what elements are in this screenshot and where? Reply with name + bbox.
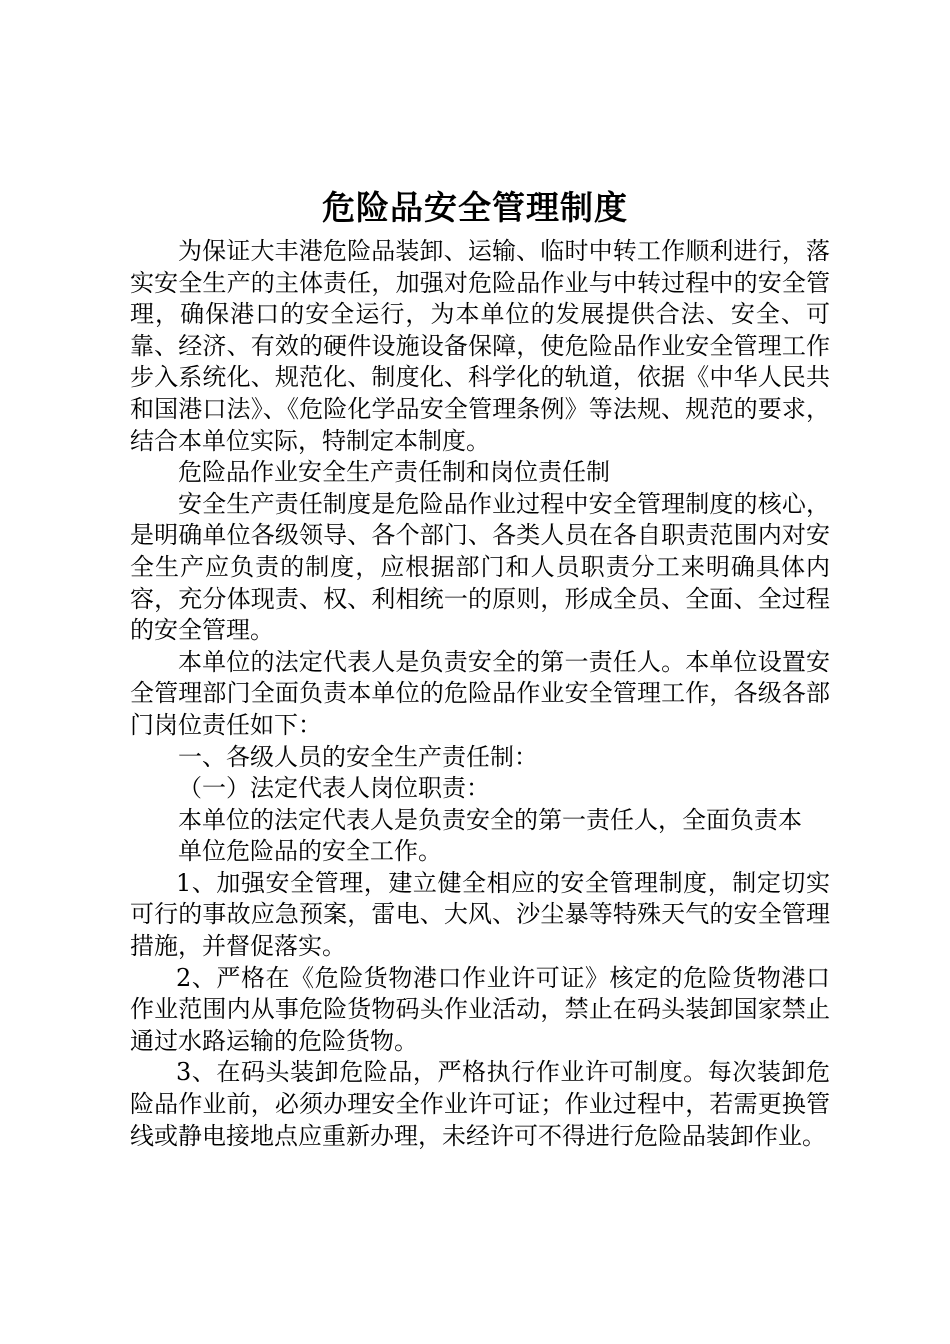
section-heading-levels: 一、各级人员的安全生产责任制：	[178, 742, 538, 771]
subsection-heading-legal-rep-duties: （一）法定代表人岗位职责：	[178, 774, 490, 803]
paragraph-legal-rep-line1: 本单位的法定代表人是负责安全的第一责任人，全面负责本	[178, 805, 802, 834]
section-heading-responsibility: 危险品作业安全生产责任制和岗位责任制	[178, 458, 610, 487]
list-item-2: 2、严格在《危险货物港口作业许可证》核定的危险货物港口作业范围内从事危险货物码头作业活动，禁止在码头装卸国家禁止通过水路运输的危险货物。	[130, 963, 830, 1055]
paragraph-responsibility-system: 安全生产责任制度是危险品作业过程中安全管理制度的核心，是明确单位各级领导、各个部门、各类人员在各自职责范围内对安全生产应负责的制度，应根据部门和人员职责分工来明确具体内容，充分体现责、权、利相统一的原则，形成全员、全面、全过程的安全管理。	[130, 489, 830, 645]
list-item-3: 3、在码头装卸危险品，严格执行作业许可制度。每次装卸危险品作业前，必须办理安全作业许可证；作业过程中，若需更换管线或静电接地点应重新办理，未经许可不得进行危险品装卸作业。	[130, 1058, 830, 1150]
document-title: 危险品安全管理制度	[322, 188, 628, 227]
list-item-1: 1、加强安全管理，建立健全相应的安全管理制度，制定切实可行的事故应急预案，雷电、大风、沙尘暴等特殊天气的安全管理措施，并督促落实。	[130, 868, 830, 961]
paragraph-legal-rep-line2: 单位危险品的安全工作。	[178, 837, 442, 866]
document-body	[130, 236, 830, 1152]
paragraph-legal-representative: 本单位的法定代表人是负责安全的第一责任人。本单位设置安全管理部门全面负责本单位的危险品作业安全管理工作，各级各部门岗位责任如下：	[130, 647, 830, 739]
paragraph-intro: 为保证大丰港危险品装卸、运输、临时中转工作顺利进行，落实安全生产的主体责任，加强对危险品作业与中转过程中的安全管理，确保港口的安全运行，为本单位的发展提供合法、安全、可靠、经济、有效的硬件设施设备保障，使危险品作业安全管理工作步入系统化、规范化、制度化、科学化的轨道，依据《中华人民共和国港口法》、《危险化学品安全管理条例》等法规、规范的要求，结合本单位实际，特制定本制度。	[130, 237, 830, 455]
